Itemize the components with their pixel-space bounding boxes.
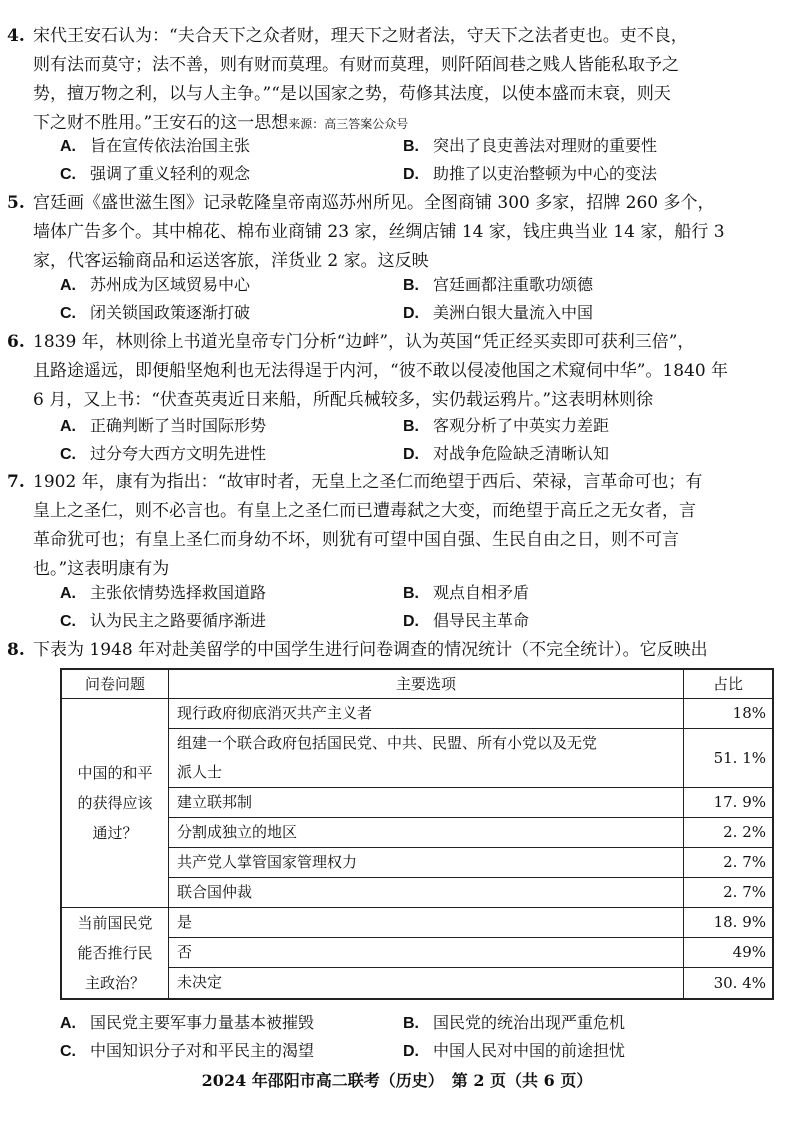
survey-option: 联合国仲裁 [169,877,684,907]
option-d[interactable]: D. 倡导民主革命 [403,611,530,630]
table-header: 占比 [684,669,774,698]
survey-percent: 18. 9% [684,907,774,937]
option-text: 国民党主要军事力量基本被摧毁 [90,1013,315,1032]
stem-line: 皇上之圣仁，则不必言也。有皇上之圣仁而已遭毒弑之大变，而绝望于高丘之无女者，言 [33,501,696,521]
survey-percent: 30. 4% [684,968,774,999]
question-number: 6. [7,332,25,352]
question-stem [33,328,778,415]
option-text: 宫廷画都注重歌功颂德 [433,275,594,294]
question-number: 7. [7,472,25,492]
table-row [61,877,773,907]
survey-percent: 49% [684,937,774,967]
survey-percent: 17. 9% [684,787,774,817]
option-c[interactable]: C. 强调了重义轻利的观念 [60,164,251,183]
stem-line: 1839 年，林则徐上书道光皇帝专门分析“边衅”，认为英国“凭正经买卖即可获利三倍”， [33,332,695,352]
survey-option: 是 [169,907,684,937]
option-b[interactable]: B. 宫廷画都注重歌功颂德 [403,275,594,294]
survey-option-line: 组建一个联合政府包括国民党、中共、民盟、所有小党以及无党 [177,733,598,752]
stem-line: 6 月，又上书：“伏查英夷近日来船，所配兵械较多，实仍载运鸦片。”这表明林则徐 [33,390,654,410]
option-a[interactable]: A. 旨在宣传依法治国主张 [60,136,251,155]
question-stem [33,468,778,584]
stem-line: 革命犹可也；有皇上圣仁而身幼不坏，则犹有可望中国自强、生民自由之日，则不可言 [33,530,679,550]
stem-line: 且路途遥远，即便船坚炮利也无法得逞于内河，“彼不敢以侵凌他国之术窥伺中华”。1840 年 [33,361,729,381]
survey-percent: 2. 2% [684,817,774,847]
option-text: 认为民主之路要循序渐进 [90,611,267,630]
question-stem [33,189,778,276]
table-header-row [61,669,773,698]
survey-question-line: 主政治？ [84,973,145,992]
option-c[interactable]: C. 过分夸大西方文明先进性 [60,444,267,463]
survey-option: 未决定 [169,968,684,999]
table-header: 主要选项 [169,669,684,698]
option-c[interactable]: C. 闭关锁国政策逐渐打破 [60,303,251,322]
option-c[interactable]: C. 认为民主之路要循序渐进 [60,611,267,630]
survey-table [60,668,774,1000]
option-text: 强调了重义轻利的观念 [90,164,251,183]
option-text: 旨在宣传依法治国主张 [90,136,251,155]
question-number: 5. [7,193,25,213]
question-number: 8. [7,640,25,660]
option-a[interactable]: A. 主张依情势选择救国道路 [60,583,267,602]
option-text: 突出了良吏善法对理财的重要性 [433,136,658,155]
option-d[interactable]: D. 对战争危险缺乏清晰认知 [403,444,610,463]
option-a[interactable]: A. 国民党主要军事力量基本被摧毁 [60,1013,315,1032]
option-a[interactable]: A. 苏州成为区域贸易中心 [60,275,251,294]
option-text: 美洲白银大量流入中国 [433,303,594,322]
survey-percent: 51. 1% [684,728,774,787]
stem-line: 势，擅万物之利，以与人主争。”“是以国家之势，苟修其法度，以使本盛而末衰，则天 [33,84,671,104]
stem-line-text: 下之财不胜用。”王安石的这一思想 [33,113,289,133]
stem-line: 家，代客运输商品和运送客旅，洋货业 2 家。这反映 [33,251,429,271]
survey-option: 否 [169,937,684,967]
survey-question-line: 当前国民党 [77,913,153,932]
option-b[interactable]: B. 观点自相矛盾 [403,583,530,602]
table-row [61,847,773,877]
stem-line: 1902 年，康有为指出：“故审时者，无皇上之圣仁而绝望于西后、荣禄，言革命可也；有 [33,472,703,492]
table-header: 问卷问题 [61,669,169,698]
source-note: 来源：高三答案公众号 [288,117,409,131]
stem-line: 宫廷画《盛世滋生图》记录乾隆皇帝南巡苏州所见。全图商铺 300 多家，招牌 260 多个， [33,193,715,213]
survey-percent: 18% [684,698,774,728]
stem-line: 下表为 1948 年对赴美留学的中国学生进行问卷调查的情况统计（不完全统计）。它反映出 [33,640,708,660]
option-text: 助推了以吏治整顿为中心的变法 [433,164,658,183]
option-text: 中国知识分子对和平民主的渴望 [90,1041,315,1060]
option-text: 主张依情势选择救国道路 [90,583,267,602]
option-text: 正确判断了当时国际形势 [90,416,267,435]
table-row [61,937,773,967]
table-row [61,817,773,847]
option-text: 对战争危险缺乏清晰认知 [433,444,610,463]
option-text: 观点自相矛盾 [433,583,530,602]
stem-line: 宋代王安石认为：“夫合天下之众者财，理天下之财者法，守天下之法者吏也。吏不良， [33,26,688,46]
survey-question-line: 通过？ [92,823,138,842]
survey-option: 现行政府彻底消灭共产主义者 [169,698,684,728]
survey-question [61,907,169,999]
option-text: 中国人民对中国的前途担忧 [433,1041,626,1060]
survey-question-line: 能否推行民 [77,943,153,962]
stem-line: 墙体广告多个。其中棉花、棉布业商铺 23 家，丝绸店铺 14 家，钱庄典当业 14 家，船行 3 [33,222,725,242]
survey-option: 共产党人掌管国家管理权力 [169,847,684,877]
option-d[interactable]: D. 中国人民对中国的前途担忧 [403,1041,626,1060]
page-footer: 2024 年邵阳市高二联考（历史） 第 2 页（共 6 页） [201,1071,593,1090]
survey-option [169,728,684,787]
table-row [61,698,773,728]
option-text: 过分夸大西方文明先进性 [90,444,267,463]
table-row [61,907,773,937]
option-b[interactable]: B. 国民党的统治出现严重危机 [403,1013,626,1032]
survey-option: 建立联邦制 [169,787,684,817]
option-text: 国民党的统治出现严重危机 [433,1013,626,1032]
option-d[interactable]: D. 美洲白银大量流入中国 [403,303,594,322]
stem-line: 则有法而莫守；法不善，则有财而莫理。有财而莫理，则阡陌闾巷之贱人皆能私取予之 [33,55,679,75]
survey-option: 分割成独立的地区 [169,817,684,847]
option-d[interactable]: D. 助推了以吏治整顿为中心的变法 [403,164,658,183]
option-text: 苏州成为区域贸易中心 [90,275,251,294]
question-number: 4. [7,26,25,46]
option-a[interactable]: A. 正确判断了当时国际形势 [60,416,267,435]
question-stem [33,636,778,665]
option-text: 闭关锁国政策逐渐打破 [90,303,251,322]
option-c[interactable]: C. 中国知识分子对和平民主的渴望 [60,1041,315,1060]
option-text: 倡导民主革命 [433,611,530,630]
table-row [61,968,773,999]
table-row [61,787,773,817]
option-b[interactable]: B. 客观分析了中英实力差距 [403,416,610,435]
survey-percent: 2. 7% [684,847,774,877]
survey-option-line: 派人士 [177,762,223,781]
survey-question [61,698,169,907]
table-row [61,728,773,787]
question-stem [33,22,778,139]
option-b[interactable]: B. 突出了良吏善法对理财的重要性 [403,136,658,155]
stem-line: 也。”这表明康有为 [33,559,170,579]
option-text: 客观分析了中英实力差距 [433,416,610,435]
survey-question-line: 中国的和平 [77,763,153,782]
survey-question-line: 的获得应该 [77,793,153,812]
survey-percent: 2. 7% [684,877,774,907]
